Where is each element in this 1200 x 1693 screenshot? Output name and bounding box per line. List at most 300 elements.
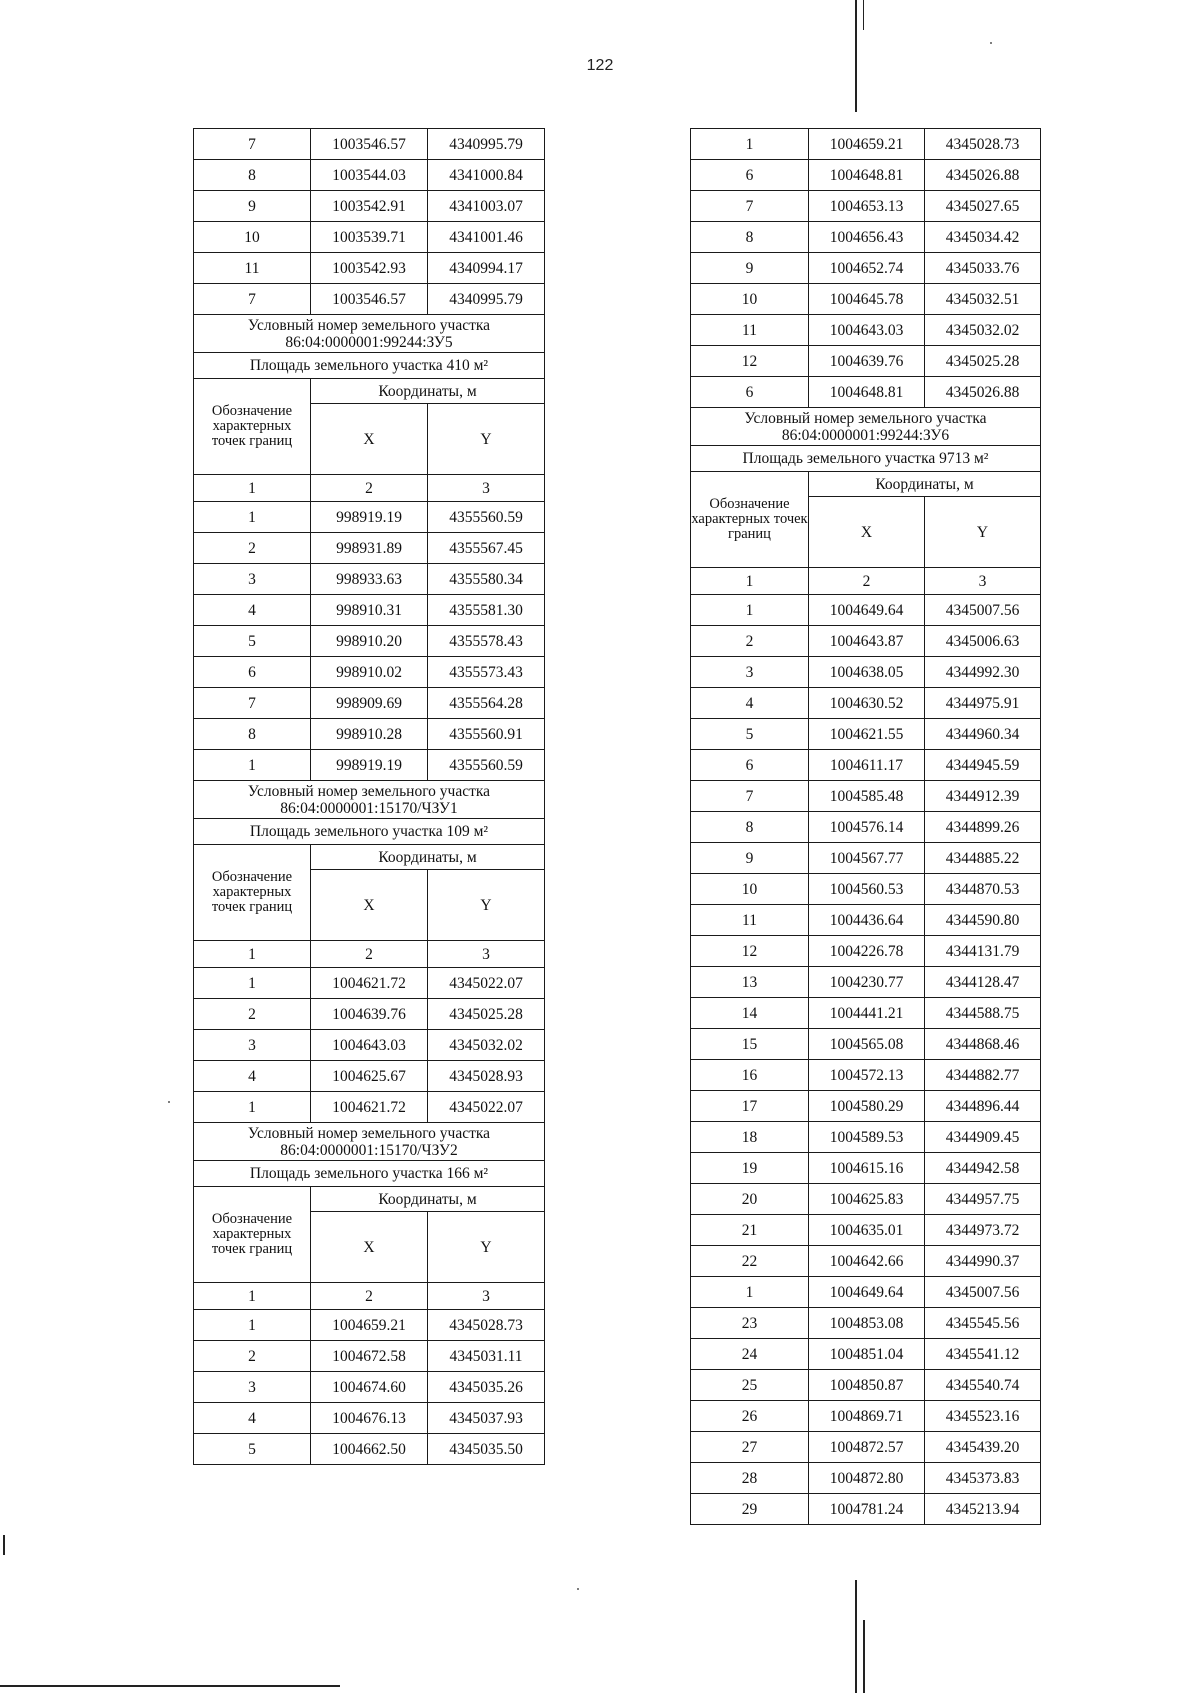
header-row — [194, 845, 545, 870]
point-number-cell: 14 — [691, 998, 809, 1029]
scan-artifact-dot — [168, 1101, 170, 1103]
point-number-cell: 2 — [194, 999, 311, 1030]
point-number-cell: 21 — [691, 1215, 809, 1246]
point-number-cell: 8 — [691, 222, 809, 253]
table-row — [194, 1310, 545, 1341]
x-column-header: X — [809, 497, 925, 568]
y-coordinate-cell: 4341000.84 — [428, 160, 545, 191]
y-coordinate-cell: 4344973.72 — [925, 1215, 1041, 1246]
x-coordinate-cell: 1004853.08 — [809, 1308, 925, 1339]
table-row — [691, 377, 1041, 408]
point-number-cell: 8 — [691, 812, 809, 843]
parcel-area: Площадь земельного участка 9713 м² — [691, 446, 1041, 472]
point-number-cell: 9 — [691, 253, 809, 284]
x-coordinate-cell: 1004565.08 — [809, 1029, 925, 1060]
x-coordinate-cell: 1004441.21 — [809, 998, 925, 1029]
x-coordinate-cell: 1004567.77 — [809, 843, 925, 874]
x-coordinate-cell: 1004621.55 — [809, 719, 925, 750]
y-coordinate-cell: 4345007.56 — [925, 595, 1041, 626]
header-row — [194, 1187, 545, 1212]
y-coordinate-cell: 4340995.79 — [428, 284, 545, 315]
y-coordinate-cell: 4355578.43 — [428, 626, 545, 657]
scan-artifact-dot — [577, 1588, 579, 1590]
x-coordinate-cell: 1004639.76 — [809, 346, 925, 377]
y-coordinate-cell: 4345439.20 — [925, 1432, 1041, 1463]
table-row — [691, 1370, 1041, 1401]
table-row — [691, 253, 1041, 284]
y-coordinate-cell: 4344588.75 — [925, 998, 1041, 1029]
y-coordinate-cell: 4344909.45 — [925, 1122, 1041, 1153]
point-number-cell: 23 — [691, 1308, 809, 1339]
scan-artifact-line — [863, 1620, 865, 1693]
table-row — [194, 1030, 545, 1061]
x-coordinate-cell: 1004572.13 — [809, 1060, 925, 1091]
coordinates-header: Координаты, м — [311, 379, 545, 404]
column-number-row — [194, 941, 545, 968]
point-number-cell: 1 — [691, 595, 809, 626]
parcel-area: Площадь земельного участка 410 м² — [194, 353, 545, 379]
table-row — [691, 1432, 1041, 1463]
x-coordinate-cell: 1004648.81 — [809, 160, 925, 191]
y-coordinate-cell: 4344992.30 — [925, 657, 1041, 688]
point-number-cell: 5 — [194, 626, 311, 657]
table-row — [691, 874, 1041, 905]
column-number-row — [194, 475, 545, 502]
x-coordinate-cell: 1004436.64 — [809, 905, 925, 936]
page-number: 122 — [586, 57, 614, 74]
column-number-1: 1 — [194, 941, 311, 968]
y-column-header: Y — [428, 404, 545, 475]
y-coordinate-cell: 4355580.34 — [428, 564, 545, 595]
y-coordinate-cell: 4345028.73 — [925, 129, 1041, 160]
point-number-cell: 3 — [194, 564, 311, 595]
table-row — [691, 284, 1041, 315]
point-number-cell: 6 — [691, 377, 809, 408]
y-coordinate-cell: 4345033.76 — [925, 253, 1041, 284]
y-column-header: Y — [428, 870, 545, 941]
point-number-cell: 28 — [691, 1463, 809, 1494]
coordinates-table-right — [690, 128, 1041, 1525]
x-coordinate-cell: 1004652.74 — [809, 253, 925, 284]
x-coordinate-cell: 1004611.17 — [809, 750, 925, 781]
y-coordinate-cell: 4344990.37 — [925, 1246, 1041, 1277]
table-row — [691, 688, 1041, 719]
point-number-cell: 3 — [691, 657, 809, 688]
x-coordinate-cell: 1004659.21 — [809, 129, 925, 160]
table-row — [691, 626, 1041, 657]
point-number-cell: 7 — [194, 688, 311, 719]
x-coordinate-cell: 1004625.83 — [809, 1184, 925, 1215]
x-coordinate-cell: 1004630.52 — [809, 688, 925, 719]
column-number-2: 2 — [311, 941, 428, 968]
x-coordinate-cell: 998910.28 — [311, 719, 428, 750]
y-coordinate-cell: 4345031.11 — [428, 1341, 545, 1372]
parcel-number-title: Условный номер земельного участка 86:04:0000001:15170/ЧЗУ2 — [194, 1123, 545, 1161]
column-number-row — [194, 1283, 545, 1310]
table-row — [194, 564, 545, 595]
table-row — [691, 967, 1041, 998]
point-number-cell: 10 — [194, 222, 311, 253]
x-coordinate-cell: 1004625.67 — [311, 1061, 428, 1092]
y-coordinate-cell: 4345037.93 — [428, 1403, 545, 1434]
table-row — [691, 750, 1041, 781]
point-number-cell: 9 — [194, 191, 311, 222]
table-row — [691, 719, 1041, 750]
point-number-cell: 1 — [691, 129, 809, 160]
point-number-cell: 6 — [691, 750, 809, 781]
y-coordinate-cell: 4340995.79 — [428, 129, 545, 160]
column-number-2: 2 — [311, 475, 428, 502]
x-coordinate-cell: 1003546.57 — [311, 129, 428, 160]
x-coordinate-cell: 1004674.60 — [311, 1372, 428, 1403]
y-coordinate-cell: 4344960.34 — [925, 719, 1041, 750]
y-coordinate-cell: 4344590.80 — [925, 905, 1041, 936]
x-coordinate-cell: 1004621.72 — [311, 1092, 428, 1123]
table-row — [194, 502, 545, 533]
y-coordinate-cell: 4344870.53 — [925, 874, 1041, 905]
y-coordinate-cell: 4345032.02 — [428, 1030, 545, 1061]
column-number-3: 3 — [428, 475, 545, 502]
column-number-1: 1 — [194, 1283, 311, 1310]
point-number-cell: 25 — [691, 1370, 809, 1401]
section-area-row — [194, 353, 545, 379]
y-coordinate-cell: 4345213.94 — [925, 1494, 1041, 1525]
coordinates-header: Координаты, м — [311, 1187, 545, 1212]
x-coordinate-cell: 1004643.03 — [809, 315, 925, 346]
point-number-cell: 13 — [691, 967, 809, 998]
y-coordinate-cell: 4345022.07 — [428, 1092, 545, 1123]
x-coordinate-cell: 998931.89 — [311, 533, 428, 564]
section-title-row — [194, 1123, 545, 1161]
y-coordinate-cell: 4355581.30 — [428, 595, 545, 626]
table-row — [691, 1091, 1041, 1122]
section-title-row — [691, 408, 1041, 446]
y-coordinate-cell: 4341001.46 — [428, 222, 545, 253]
table-row — [194, 284, 545, 315]
x-coordinate-cell: 1004643.87 — [809, 626, 925, 657]
y-coordinate-cell: 4355567.45 — [428, 533, 545, 564]
point-number-cell: 4 — [194, 1061, 311, 1092]
x-coordinate-cell: 1003542.91 — [311, 191, 428, 222]
table-row — [691, 936, 1041, 967]
y-coordinate-cell: 4344868.46 — [925, 1029, 1041, 1060]
table-row — [691, 1401, 1041, 1432]
point-number-cell: 1 — [194, 750, 311, 781]
point-number-cell: 18 — [691, 1122, 809, 1153]
scan-artifact-line — [0, 1685, 340, 1687]
column-number-3: 3 — [428, 941, 545, 968]
table-row — [691, 191, 1041, 222]
x-coordinate-cell: 1004639.76 — [311, 999, 428, 1030]
x-coordinate-cell: 1003539.71 — [311, 222, 428, 253]
designation-header: Обозначение характерных точек границ — [194, 379, 311, 475]
scan-artifact-line — [855, 0, 857, 112]
y-coordinate-cell: 4344912.39 — [925, 781, 1041, 812]
column-number-3: 3 — [428, 1283, 545, 1310]
column-number-1: 1 — [194, 475, 311, 502]
x-coordinate-cell: 1004869.71 — [809, 1401, 925, 1432]
table-row — [194, 191, 545, 222]
point-number-cell: 4 — [194, 595, 311, 626]
table-row — [691, 1463, 1041, 1494]
x-coordinate-cell: 998933.63 — [311, 564, 428, 595]
point-number-cell: 2 — [194, 1341, 311, 1372]
point-number-cell: 12 — [691, 936, 809, 967]
y-coordinate-cell: 4345541.12 — [925, 1339, 1041, 1370]
x-coordinate-cell: 1004662.50 — [311, 1434, 428, 1465]
y-coordinate-cell: 4345022.07 — [428, 968, 545, 999]
point-number-cell: 3 — [194, 1030, 311, 1061]
point-number-cell: 7 — [691, 781, 809, 812]
y-coordinate-cell: 4355560.59 — [428, 502, 545, 533]
section-area-row — [194, 819, 545, 845]
table-row — [691, 315, 1041, 346]
point-number-cell: 27 — [691, 1432, 809, 1463]
x-coordinate-cell: 1004589.53 — [809, 1122, 925, 1153]
y-coordinate-cell: 4344896.44 — [925, 1091, 1041, 1122]
point-number-cell: 1 — [194, 502, 311, 533]
column-number-2: 2 — [809, 568, 925, 595]
point-number-cell: 15 — [691, 1029, 809, 1060]
point-number-cell: 24 — [691, 1339, 809, 1370]
x-coordinate-cell: 1004872.80 — [809, 1463, 925, 1494]
y-coordinate-cell: 4355573.43 — [428, 657, 545, 688]
table-row — [194, 1061, 545, 1092]
x-coordinate-cell: 998919.19 — [311, 502, 428, 533]
y-coordinate-cell: 4344975.91 — [925, 688, 1041, 719]
y-coordinate-cell: 4344899.26 — [925, 812, 1041, 843]
x-coordinate-cell: 1004580.29 — [809, 1091, 925, 1122]
y-coordinate-cell: 4344882.77 — [925, 1060, 1041, 1091]
section-title-row — [194, 781, 545, 819]
point-number-cell: 4 — [691, 688, 809, 719]
x-coordinate-cell: 1004645.78 — [809, 284, 925, 315]
scan-artifact-line — [855, 1580, 857, 1693]
y-coordinate-cell: 4341003.07 — [428, 191, 545, 222]
point-number-cell: 1 — [194, 1310, 311, 1341]
header-row — [194, 379, 545, 404]
y-coordinate-cell: 4345028.73 — [428, 1310, 545, 1341]
point-number-cell: 7 — [691, 191, 809, 222]
table-row — [691, 1215, 1041, 1246]
y-coordinate-cell: 4355560.91 — [428, 719, 545, 750]
y-coordinate-cell: 4345034.42 — [925, 222, 1041, 253]
x-coordinate-cell: 1004653.13 — [809, 191, 925, 222]
y-coordinate-cell: 4345545.56 — [925, 1308, 1041, 1339]
y-coordinate-cell: 4345523.16 — [925, 1401, 1041, 1432]
point-number-cell: 4 — [194, 1403, 311, 1434]
y-coordinate-cell: 4345026.88 — [925, 160, 1041, 191]
designation-header: Обозначение характерных точек границ — [194, 1187, 311, 1283]
point-number-cell: 1 — [691, 1277, 809, 1308]
table-row — [691, 160, 1041, 191]
table-row — [691, 1246, 1041, 1277]
table-row — [691, 905, 1041, 936]
table-row — [194, 1372, 545, 1403]
y-column-header: Y — [925, 497, 1041, 568]
column-number-3: 3 — [925, 568, 1041, 595]
x-coordinate-cell: 1004659.21 — [311, 1310, 428, 1341]
point-number-cell: 11 — [691, 315, 809, 346]
x-coordinate-cell: 1004615.16 — [809, 1153, 925, 1184]
point-number-cell: 5 — [194, 1434, 311, 1465]
point-number-cell: 20 — [691, 1184, 809, 1215]
table-row — [691, 657, 1041, 688]
x-coordinate-cell: 1004648.81 — [809, 377, 925, 408]
point-number-cell: 10 — [691, 874, 809, 905]
point-number-cell: 12 — [691, 346, 809, 377]
x-coordinate-cell: 1004576.14 — [809, 812, 925, 843]
x-coordinate-cell: 998910.20 — [311, 626, 428, 657]
parcel-number-title: Условный номер земельного участка 86:04:0000001:99244:ЗУ5 — [194, 315, 545, 353]
designation-header: Обозначение характерных точек границ — [194, 845, 311, 941]
header-row — [691, 472, 1041, 497]
x-column-header: X — [311, 404, 428, 475]
x-coordinate-cell: 1003546.57 — [311, 284, 428, 315]
table-row — [194, 750, 545, 781]
table-row — [691, 1122, 1041, 1153]
table-row — [691, 1029, 1041, 1060]
x-coordinate-cell: 1004226.78 — [809, 936, 925, 967]
column-number-1: 1 — [691, 568, 809, 595]
table-row — [194, 595, 545, 626]
parcel-number-title: Условный номер земельного участка 86:04:0000001:15170/ЧЗУ1 — [194, 781, 545, 819]
table-row — [194, 253, 545, 284]
x-coordinate-cell: 998909.69 — [311, 688, 428, 719]
x-coordinate-cell: 1004638.05 — [809, 657, 925, 688]
parcel-number-title: Условный номер земельного участка 86:04:0000001:99244:ЗУ6 — [691, 408, 1041, 446]
scan-artifact-line — [3, 1535, 5, 1555]
table-row — [691, 222, 1041, 253]
point-number-cell: 11 — [194, 253, 311, 284]
x-column-header: X — [311, 1212, 428, 1283]
point-number-cell: 10 — [691, 284, 809, 315]
table-row — [194, 222, 545, 253]
point-number-cell: 29 — [691, 1494, 809, 1525]
x-coordinate-cell: 1004649.64 — [809, 595, 925, 626]
x-coordinate-cell: 1004230.77 — [809, 967, 925, 998]
table-row — [194, 1434, 545, 1465]
x-coordinate-cell: 998910.31 — [311, 595, 428, 626]
point-number-cell: 8 — [194, 160, 311, 191]
y-coordinate-cell: 4345028.93 — [428, 1061, 545, 1092]
x-coordinate-cell: 1004672.58 — [311, 1341, 428, 1372]
point-number-cell: 8 — [194, 719, 311, 750]
designation-header: Обозначение характерных точек границ — [691, 472, 809, 568]
y-coordinate-cell: 4355560.59 — [428, 750, 545, 781]
y-coordinate-cell: 4340994.17 — [428, 253, 545, 284]
y-coordinate-cell: 4345025.28 — [925, 346, 1041, 377]
scan-artifact-line — [863, 0, 864, 30]
table-row — [691, 346, 1041, 377]
table-row — [194, 657, 545, 688]
x-coordinate-cell: 1004676.13 — [311, 1403, 428, 1434]
point-number-cell: 9 — [691, 843, 809, 874]
section-area-row — [194, 1161, 545, 1187]
table-row — [691, 843, 1041, 874]
parcel-area: Площадь земельного участка 109 м² — [194, 819, 545, 845]
y-coordinate-cell: 4344957.75 — [925, 1184, 1041, 1215]
table-row — [194, 688, 545, 719]
x-coordinate-cell: 1004649.64 — [809, 1277, 925, 1308]
table-row — [194, 533, 545, 564]
table-row — [691, 781, 1041, 812]
x-coordinate-cell: 998919.19 — [311, 750, 428, 781]
y-coordinate-cell: 4345032.51 — [925, 284, 1041, 315]
x-coordinate-cell: 1004560.53 — [809, 874, 925, 905]
point-number-cell: 1 — [194, 1092, 311, 1123]
point-number-cell: 5 — [691, 719, 809, 750]
point-number-cell: 17 — [691, 1091, 809, 1122]
y-column-header: Y — [428, 1212, 545, 1283]
y-coordinate-cell: 4345026.88 — [925, 377, 1041, 408]
x-coordinate-cell: 1003544.03 — [311, 160, 428, 191]
y-coordinate-cell: 4345027.65 — [925, 191, 1041, 222]
y-coordinate-cell: 4345006.63 — [925, 626, 1041, 657]
x-coordinate-cell: 998910.02 — [311, 657, 428, 688]
section-title-row — [194, 315, 545, 353]
table-row — [691, 1339, 1041, 1370]
point-number-cell: 16 — [691, 1060, 809, 1091]
table-row — [691, 1184, 1041, 1215]
y-coordinate-cell: 4345025.28 — [428, 999, 545, 1030]
point-number-cell: 7 — [194, 284, 311, 315]
point-number-cell: 2 — [691, 626, 809, 657]
y-coordinate-cell: 4344945.59 — [925, 750, 1041, 781]
point-number-cell: 7 — [194, 129, 311, 160]
y-coordinate-cell: 4345540.74 — [925, 1370, 1041, 1401]
y-coordinate-cell: 4345373.83 — [925, 1463, 1041, 1494]
point-number-cell: 11 — [691, 905, 809, 936]
x-coordinate-cell: 1004585.48 — [809, 781, 925, 812]
y-coordinate-cell: 4344128.47 — [925, 967, 1041, 998]
point-number-cell: 6 — [194, 657, 311, 688]
table-row — [691, 1153, 1041, 1184]
table-row — [194, 1403, 545, 1434]
table-row — [194, 719, 545, 750]
table-row — [691, 1277, 1041, 1308]
y-coordinate-cell: 4345035.26 — [428, 1372, 545, 1403]
coordinates-table-left — [193, 128, 545, 1465]
x-coordinate-cell: 1004621.72 — [311, 968, 428, 999]
x-coordinate-cell: 1004643.03 — [311, 1030, 428, 1061]
table-row — [194, 999, 545, 1030]
table-row — [194, 968, 545, 999]
y-coordinate-cell: 4345035.50 — [428, 1434, 545, 1465]
x-coordinate-cell: 1004642.66 — [809, 1246, 925, 1277]
x-coordinate-cell: 1004781.24 — [809, 1494, 925, 1525]
point-number-cell: 1 — [194, 968, 311, 999]
x-coordinate-cell: 1004872.57 — [809, 1432, 925, 1463]
point-number-cell: 3 — [194, 1372, 311, 1403]
x-coordinate-cell: 1004656.43 — [809, 222, 925, 253]
x-column-header: X — [311, 870, 428, 941]
table-row — [194, 1341, 545, 1372]
coordinates-header: Координаты, м — [311, 845, 545, 870]
parcel-area: Площадь земельного участка 166 м² — [194, 1161, 545, 1187]
y-coordinate-cell: 4345007.56 — [925, 1277, 1041, 1308]
table-row — [691, 998, 1041, 1029]
scan-artifact-dot — [990, 42, 992, 44]
point-number-cell: 6 — [691, 160, 809, 191]
x-coordinate-cell: 1003542.93 — [311, 253, 428, 284]
x-coordinate-cell: 1004635.01 — [809, 1215, 925, 1246]
table-row — [691, 812, 1041, 843]
coordinates-header: Координаты, м — [809, 472, 1041, 497]
point-number-cell: 19 — [691, 1153, 809, 1184]
table-row — [691, 129, 1041, 160]
x-coordinate-cell: 1004850.87 — [809, 1370, 925, 1401]
